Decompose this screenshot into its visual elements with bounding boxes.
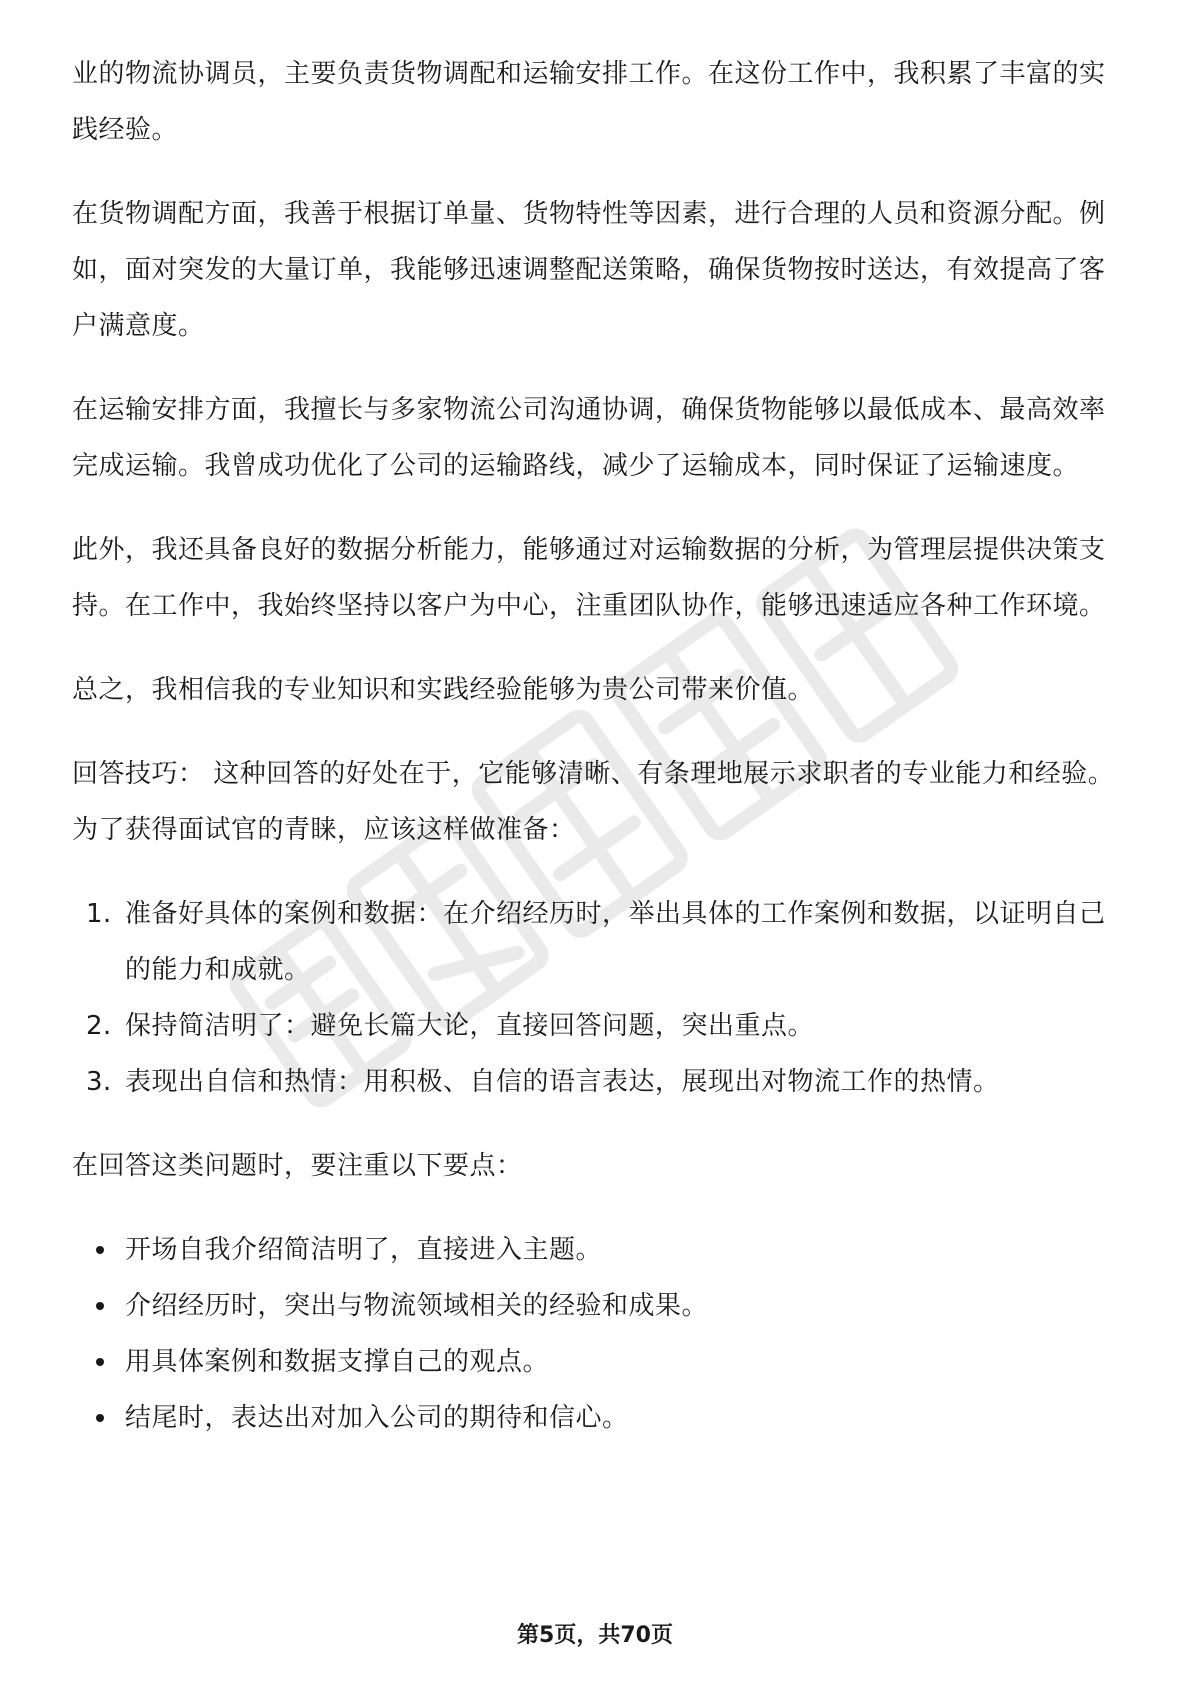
list-item xyxy=(72,1334,1122,1390)
bullet-icon xyxy=(96,1246,104,1254)
paragraph-answer-tips: 回答技巧： 这种回答的好处在于，它能够清晰、有条理地展示求职者的专业能力和经验。为了获得面试官的青睐，应该这样做准备： xyxy=(72,759,1115,845)
list-item xyxy=(72,1390,1122,1446)
list-number: 2. xyxy=(86,1011,112,1041)
page-number-footer: 第5页，共70页 xyxy=(517,1623,673,1648)
list-item xyxy=(72,886,1122,998)
paragraph-data-analysis: 此外，我还具备良好的数据分析能力，能够通过对运输数据的分析，为管理层提供决策支持。在工作中，我始终坚持以客户为中心，注重团队协作，能够迅速适应各种工作环境。 xyxy=(72,535,1106,621)
paragraph-cargo-allocation: 在货物调配方面，我善于根据订单量、货物特性等因素，进行合理的人员和资源分配。例如，面对突发的大量订单，我能够迅速调整配送策略，确保货物按时送达，有效提高了客户满意度。 xyxy=(72,199,1106,341)
main-content xyxy=(72,46,1122,1446)
tips-list xyxy=(72,886,1122,1110)
bullet-icon xyxy=(96,1358,104,1366)
list-item-text: 用具体案例和数据支撑自己的观点。 xyxy=(125,1347,550,1377)
list-item-text: 开场自我介绍简洁明了，直接进入主题。 xyxy=(125,1235,603,1265)
bullet-icon xyxy=(96,1302,104,1310)
paragraph-transport-arrangement: 在运输安排方面，我擅长与多家物流公司沟通协调，确保货物能够以最低成本、最高效率完成运输。我曾成功优化了公司的运输路线，减少了运输成本，同时保证了运输速度。 xyxy=(72,395,1106,481)
paragraph-conclusion: 总之，我相信我的专业知识和实践经验能够为贵公司带来价值。 xyxy=(72,675,815,705)
points-list xyxy=(72,1222,1122,1446)
paragraph-experience-intro: 业的物流协调员，主要负责货物调配和运输安排工作。在这份工作中，我积累了丰富的实践经验。 xyxy=(72,59,1106,145)
list-item xyxy=(72,1222,1122,1278)
list-item xyxy=(72,1278,1122,1334)
list-item xyxy=(72,998,1122,1054)
list-item-text: 结尾时，表达出对加入公司的期待和信心。 xyxy=(125,1403,629,1433)
list-item xyxy=(72,1054,1122,1110)
list-item-text: 保持简洁明了：避免长篇大论，直接回答问题，突出重点。 xyxy=(125,1011,815,1041)
paragraph-points-intro: 在回答这类问题时，要注重以下要点： xyxy=(72,1151,523,1181)
list-item-text: 表现出自信和热情：用积极、自信的语言表达，展现出对物流工作的热情。 xyxy=(125,1067,1000,1097)
bullet-icon xyxy=(96,1414,104,1422)
list-item-text: 准备好具体的案例和数据：在介绍经历时，举出具体的工作案例和数据，以证明自己的能力和成就。 xyxy=(125,899,1106,985)
list-item-text: 介绍经历时，突出与物流领域相关的经验和成果。 xyxy=(125,1291,709,1321)
list-number: 1. xyxy=(86,899,112,929)
list-number: 3. xyxy=(86,1067,112,1097)
